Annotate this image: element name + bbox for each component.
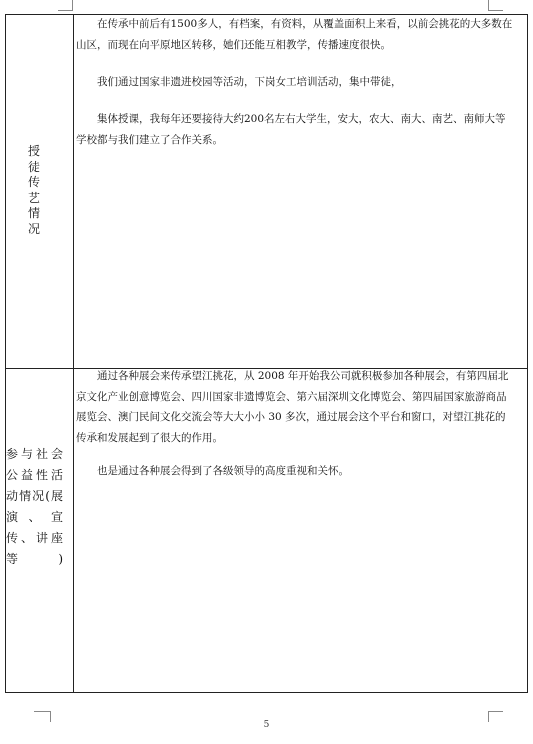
public-activities-content — [76, 366, 516, 482]
row-label-public-activities: 参与社会公益性活动情况(展演、宣传、讲座等) — [6, 447, 63, 566]
paragraph: 在传承中前后有1500多人，有档案，有资料，从覆盖面积上来看，以前会挑花的大多数在山区，而现在向平原地区转移，她们还能互相教学，传播速度很快。 — [76, 18, 513, 51]
column-divider — [73, 15, 74, 692]
crop-mark-top-left — [58, 0, 73, 11]
page-number: 5 — [263, 720, 270, 730]
paragraph: 通过各种展会来传承望江挑花，从 2008 年开始我公司就积极参加各种展会，有第四届北京文化产业创意博览会、四川国家非遗博览会、第六届深圳文化博览会、第四届国家旅游商品展览会、澳门民间文化交流会等大大小小 30 多次，通过展会这个平台和窗口，对望江挑花的传承和发展起到了很大的作用。 — [76, 370, 509, 444]
apprentice-teaching-content — [76, 14, 516, 151]
crop-mark-top-right — [488, 0, 503, 11]
row-label-apprentice-teaching: 授徒传艺情况 — [27, 144, 40, 236]
paragraph: 也是通过各种展会得到了各级领导的高度重视和关怀。 — [97, 465, 349, 478]
paragraph: 我们通过国家非遗进校园等活动，下岗女工培训活动，集中带徒， — [97, 76, 402, 88]
paragraph: 集体授课，我每年还要接待大约200名左右大学生，安大，农大、南大、南艺、南师大等学校都与我们建立了合作关系。 — [76, 113, 506, 146]
